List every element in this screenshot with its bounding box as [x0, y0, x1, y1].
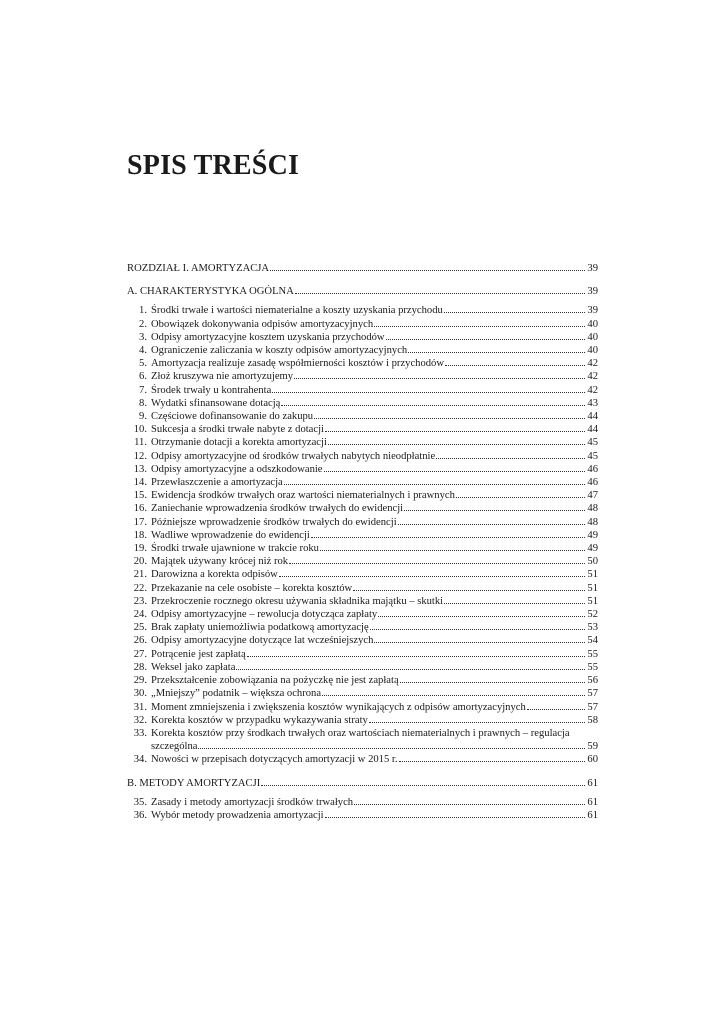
toc-entry-text: Złoż kruszywa nie amortyzujemy — [151, 371, 294, 383]
toc-page-number: 49 — [587, 543, 598, 555]
toc-entry[interactable] — [127, 304, 598, 317]
dot-leader — [527, 708, 586, 710]
toc-entry-number: 17. — [133, 516, 147, 528]
toc-entry[interactable] — [127, 529, 598, 542]
toc-page-number: 57 — [587, 701, 598, 713]
toc-entry[interactable] — [127, 648, 598, 661]
toc-entry[interactable] — [127, 423, 598, 436]
toc-entry-number: 32. — [133, 714, 147, 726]
toc-page-number: 40 — [587, 345, 598, 357]
dot-leader — [324, 470, 586, 472]
dot-leader — [399, 760, 586, 762]
toc-entry-number: 9. — [139, 411, 147, 423]
dot-leader — [261, 784, 585, 786]
toc-entry[interactable] — [127, 608, 598, 621]
toc-entry-text: Weksel jako zapłata — [151, 661, 236, 673]
toc-entry-text: Otrzymanie dotacji a korekta amortyzacji — [151, 437, 327, 449]
toc-page-number: 59 — [587, 741, 598, 753]
toc-entry-text: Moment zmniejszenia i zwiększenia kosztów wynikających z odpisów amortyzacyjnych — [151, 701, 526, 713]
toc-entry-number: 35. — [133, 796, 147, 808]
toc-entry[interactable] — [127, 463, 598, 476]
toc-section-label: B. METODY AMORTYZACJI — [127, 777, 261, 789]
toc-entry-number: 4. — [139, 345, 147, 357]
toc-page-number: 44 — [587, 411, 598, 423]
toc-entry-text: Wydatki sfinansowane dotacją — [151, 397, 281, 409]
toc-page-number: 57 — [587, 688, 598, 700]
toc-entry-number: 22. — [133, 582, 147, 594]
toc-entry[interactable] — [127, 516, 598, 529]
toc-section-label: A. CHARAKTERYSTYKA OGÓLNA — [127, 286, 294, 298]
toc-page-number: 48 — [587, 503, 598, 515]
dot-leader — [436, 457, 585, 459]
dot-leader — [311, 536, 586, 538]
toc-page-number: 50 — [587, 556, 598, 568]
toc-page-number: 55 — [587, 661, 598, 673]
dot-leader — [445, 364, 585, 366]
toc-entry-text: Ewidencja środków trwałych oraz wartości niematerialnych i prawnych — [151, 490, 455, 502]
toc-entry[interactable] — [127, 502, 598, 515]
toc-entry-number: 8. — [139, 397, 147, 409]
toc-page-number: 52 — [587, 609, 598, 621]
dot-leader — [386, 338, 586, 340]
toc-entry-text: Wadliwe wprowadzenie do ewidencji — [151, 529, 310, 541]
dot-leader — [378, 615, 585, 617]
toc-entry-text: Nowości w przepisach dotyczących amortyzacji w 2015 r. — [151, 754, 398, 766]
toc-entry-text: Przekroczenie rocznego okresu używania składnika majątku – skutki — [151, 595, 444, 607]
dot-leader — [400, 681, 586, 683]
toc-entry[interactable] — [127, 384, 598, 397]
toc-entry-number: 6. — [139, 371, 147, 383]
dot-leader — [272, 391, 585, 393]
toc-page-number: 61 — [587, 809, 598, 821]
toc-section-b[interactable] — [127, 777, 598, 790]
table-of-contents — [127, 262, 598, 822]
toc-entry[interactable] — [127, 687, 598, 700]
dot-leader — [408, 351, 585, 353]
dot-leader — [404, 509, 585, 511]
toc-entry[interactable] — [127, 595, 598, 608]
toc-entry-text: Majątek używany krócej niż rok — [151, 556, 289, 568]
dot-leader — [294, 377, 585, 379]
toc-page-number: 40 — [587, 318, 598, 330]
toc-entry-number: 2. — [139, 318, 147, 330]
toc-section-a[interactable] — [127, 285, 598, 298]
dot-leader — [325, 816, 586, 818]
toc-page-number: 61 — [587, 796, 598, 808]
toc-entry-text: Odpisy amortyzacyjne kosztem uzyskania przychodów — [151, 331, 385, 343]
dot-leader — [236, 668, 585, 670]
toc-entry[interactable] — [127, 568, 598, 581]
toc-entry[interactable] — [127, 542, 598, 555]
toc-page-number: 39 — [587, 305, 598, 317]
toc-page-number: 40 — [587, 331, 598, 343]
toc-chapter[interactable] — [127, 262, 598, 275]
toc-entry-number: 10. — [133, 424, 147, 436]
toc-entry-text: Zasady i metody amortyzacji środków trwałych — [151, 796, 354, 808]
dot-leader — [354, 803, 585, 805]
dot-leader — [284, 483, 586, 485]
toc-entry-number: 19. — [133, 543, 147, 555]
toc-entry-number: 33. — [133, 727, 147, 739]
toc-entry-number: 21. — [133, 569, 147, 581]
toc-entry-text: Ograniczenie zaliczania w koszty odpisów amortyzacyjnych — [151, 345, 408, 357]
toc-entry-number: 7. — [139, 384, 147, 396]
toc-entry-number: 16. — [133, 503, 147, 515]
toc-chapter-label: ROZDZIAŁ I. AMORTYZACJA — [127, 263, 270, 274]
toc-page-number: 51 — [587, 569, 598, 581]
toc-page-number: 39 — [587, 263, 598, 274]
dot-leader — [456, 496, 586, 498]
toc-page-number: 46 — [587, 463, 598, 475]
toc-entry-number: 23. — [133, 595, 147, 607]
toc-entry[interactable] — [127, 331, 598, 344]
toc-entry[interactable] — [127, 714, 598, 727]
toc-entry-text: Korekta kosztów w przypadku wykazywania straty — [151, 714, 368, 726]
toc-entry-number: 25. — [133, 622, 147, 634]
toc-entry-text: Środki trwałe ujawnione w trakcie roku — [151, 543, 319, 555]
toc-page-number: 39 — [587, 286, 598, 298]
toc-entry-number: 12. — [133, 450, 147, 462]
dot-leader — [320, 549, 585, 551]
toc-entry-number: 28. — [133, 661, 147, 673]
dot-leader — [281, 404, 585, 406]
toc-entry-number: 30. — [133, 688, 147, 700]
toc-entry-number: 11. — [134, 437, 147, 449]
toc-page-number: 53 — [587, 622, 598, 634]
toc-entry[interactable] — [127, 357, 598, 370]
toc-entry[interactable] — [127, 661, 598, 674]
dot-leader — [247, 655, 586, 657]
toc-entry-number: 3. — [139, 331, 147, 343]
toc-entry-number: 5. — [139, 358, 147, 370]
toc-entry-text: Brak zapłaty uniemożliwia podatkową amortyzację — [151, 622, 369, 634]
dot-leader — [328, 443, 586, 445]
dot-leader — [289, 562, 585, 564]
toc-entry-number: 24. — [133, 609, 147, 621]
toc-entry-text: Odpisy amortyzacyjne od środków trwałych nabytych nieodpłatnie — [151, 450, 436, 462]
toc-entry[interactable] — [127, 318, 598, 331]
toc-entry[interactable] — [127, 436, 598, 449]
toc-entry[interactable] — [127, 621, 598, 634]
toc-entry-number: 15. — [133, 490, 147, 502]
dot-leader — [444, 602, 585, 604]
toc-entry-text: Sukcesja a środki trwałe nabyte z dotacji — [151, 424, 324, 436]
toc-entry-number: 18. — [133, 529, 147, 541]
toc-page-number: 43 — [587, 397, 598, 409]
toc-entry-text: Obowiązek dokonywania odpisów amortyzacyjnych — [151, 318, 374, 330]
toc-entry-text: Wybór metody prowadzenia amortyzacji — [151, 809, 324, 821]
toc-entry-text: Środki trwałe i wartości niematerialne a koszty uzyskania przychodu — [151, 305, 443, 317]
toc-entry-text: „Mniejszy” podatnik – większa ochrona — [151, 688, 322, 700]
dot-leader — [270, 269, 585, 271]
toc-page-number: 42 — [587, 371, 598, 383]
toc-entry-number: 1. — [139, 305, 147, 317]
toc-entry-33[interactable] — [127, 727, 598, 753]
toc-entry-34[interactable] — [127, 753, 598, 766]
dot-leader — [198, 747, 585, 749]
toc-entry-text-line1: Korekta kosztów przy środkach trwałych oraz wartościach niematerialnych i prawnych – regulacja — [151, 727, 570, 739]
dot-leader — [374, 325, 585, 327]
toc-page-number: 58 — [587, 714, 598, 726]
toc-list-a — [127, 304, 598, 727]
toc-entry-text: Późniejsze wprowadzenie środków trwałych do ewidencji — [151, 516, 397, 528]
toc-entry-text: Amortyzacja realizuje zasadę współmierności kosztów i przychodów — [151, 358, 444, 370]
dot-leader — [444, 311, 586, 313]
toc-entry[interactable] — [127, 489, 598, 502]
toc-entry-number: 14. — [133, 477, 147, 489]
toc-entry[interactable] — [127, 796, 598, 809]
toc-page-number: 51 — [587, 582, 598, 594]
dot-leader — [398, 523, 586, 525]
toc-entry[interactable] — [127, 634, 598, 647]
toc-page-number: 51 — [587, 595, 598, 607]
toc-entry[interactable] — [127, 701, 598, 714]
dot-leader — [279, 575, 586, 577]
toc-entry-text: Darowizna a korekta odpisów — [151, 569, 278, 581]
toc-entry-text: Częściowe dofinansowanie do zakupu — [151, 411, 314, 423]
toc-page-number: 45 — [587, 450, 598, 462]
toc-page-number: 60 — [587, 754, 598, 766]
toc-entry-text: Środek trwały u kontrahenta — [151, 384, 272, 396]
page-title: SPIS TREŚCI — [127, 150, 300, 181]
toc-page-number: 45 — [587, 437, 598, 449]
dot-leader — [369, 721, 586, 723]
toc-entry[interactable] — [127, 476, 598, 489]
toc-page-number: 46 — [587, 477, 598, 489]
toc-entry-text: Zaniechanie wprowadzenia środków trwałych do ewidencji — [151, 503, 404, 515]
toc-entry-text: Potrącenie jest zapłatą — [151, 648, 246, 660]
toc-page-number: 44 — [587, 424, 598, 436]
toc-entry[interactable] — [127, 344, 598, 357]
toc-entry-number: 27. — [133, 648, 147, 660]
toc-page-number: 55 — [587, 648, 598, 660]
toc-entry[interactable] — [127, 809, 598, 822]
toc-entry-number: 26. — [133, 635, 147, 647]
toc-entry[interactable] — [127, 674, 598, 687]
dot-leader — [325, 430, 585, 432]
toc-entry-text: Odpisy amortyzacyjne dotyczące lat wcześniejszych — [151, 635, 374, 647]
toc-page-number: 42 — [587, 358, 598, 370]
toc-entry-text-line2: szczególna — [151, 741, 198, 753]
toc-entry-text: Przekazanie na cele osobiste – korekta kosztów — [151, 582, 353, 594]
toc-entry[interactable] — [127, 582, 598, 595]
toc-entry[interactable] — [127, 370, 598, 383]
dot-leader — [374, 641, 585, 643]
toc-entry-number: 31. — [133, 701, 147, 713]
toc-entry-number: 29. — [133, 675, 147, 687]
toc-entry-text: Przewłaszczenie a amortyzacja — [151, 477, 283, 489]
toc-entry-number: 36. — [133, 809, 147, 821]
dot-leader — [353, 589, 585, 591]
toc-entry-number: 20. — [133, 556, 147, 568]
toc-page-number: 54 — [587, 635, 598, 647]
toc-page-number: 56 — [587, 675, 598, 687]
toc-entry-number: 13. — [133, 463, 147, 475]
toc-entry-text: Odpisy amortyzacyjne – rewolucja dotycząca zapłaty — [151, 609, 378, 621]
toc-entry[interactable] — [127, 397, 598, 410]
toc-page-number: 61 — [587, 777, 598, 789]
toc-list-b — [127, 796, 598, 822]
dot-leader — [295, 292, 586, 294]
dot-leader — [370, 628, 586, 630]
toc-page-number: 48 — [587, 516, 598, 528]
dot-leader — [322, 694, 585, 696]
toc-entry-text: Przekształcenie zobowiązania na pożyczkę nie jest zapłatą — [151, 675, 399, 687]
toc-entry[interactable] — [127, 410, 598, 423]
toc-entry[interactable] — [127, 555, 598, 568]
toc-entry[interactable] — [127, 450, 598, 463]
dot-leader — [314, 417, 585, 419]
toc-page-number: 42 — [587, 384, 598, 396]
toc-page-number: 47 — [587, 490, 598, 502]
toc-entry-text: Odpisy amortyzacyjne a odszkodowanie — [151, 463, 323, 475]
toc-page-number: 49 — [587, 529, 598, 541]
toc-entry-number: 34. — [133, 754, 147, 766]
